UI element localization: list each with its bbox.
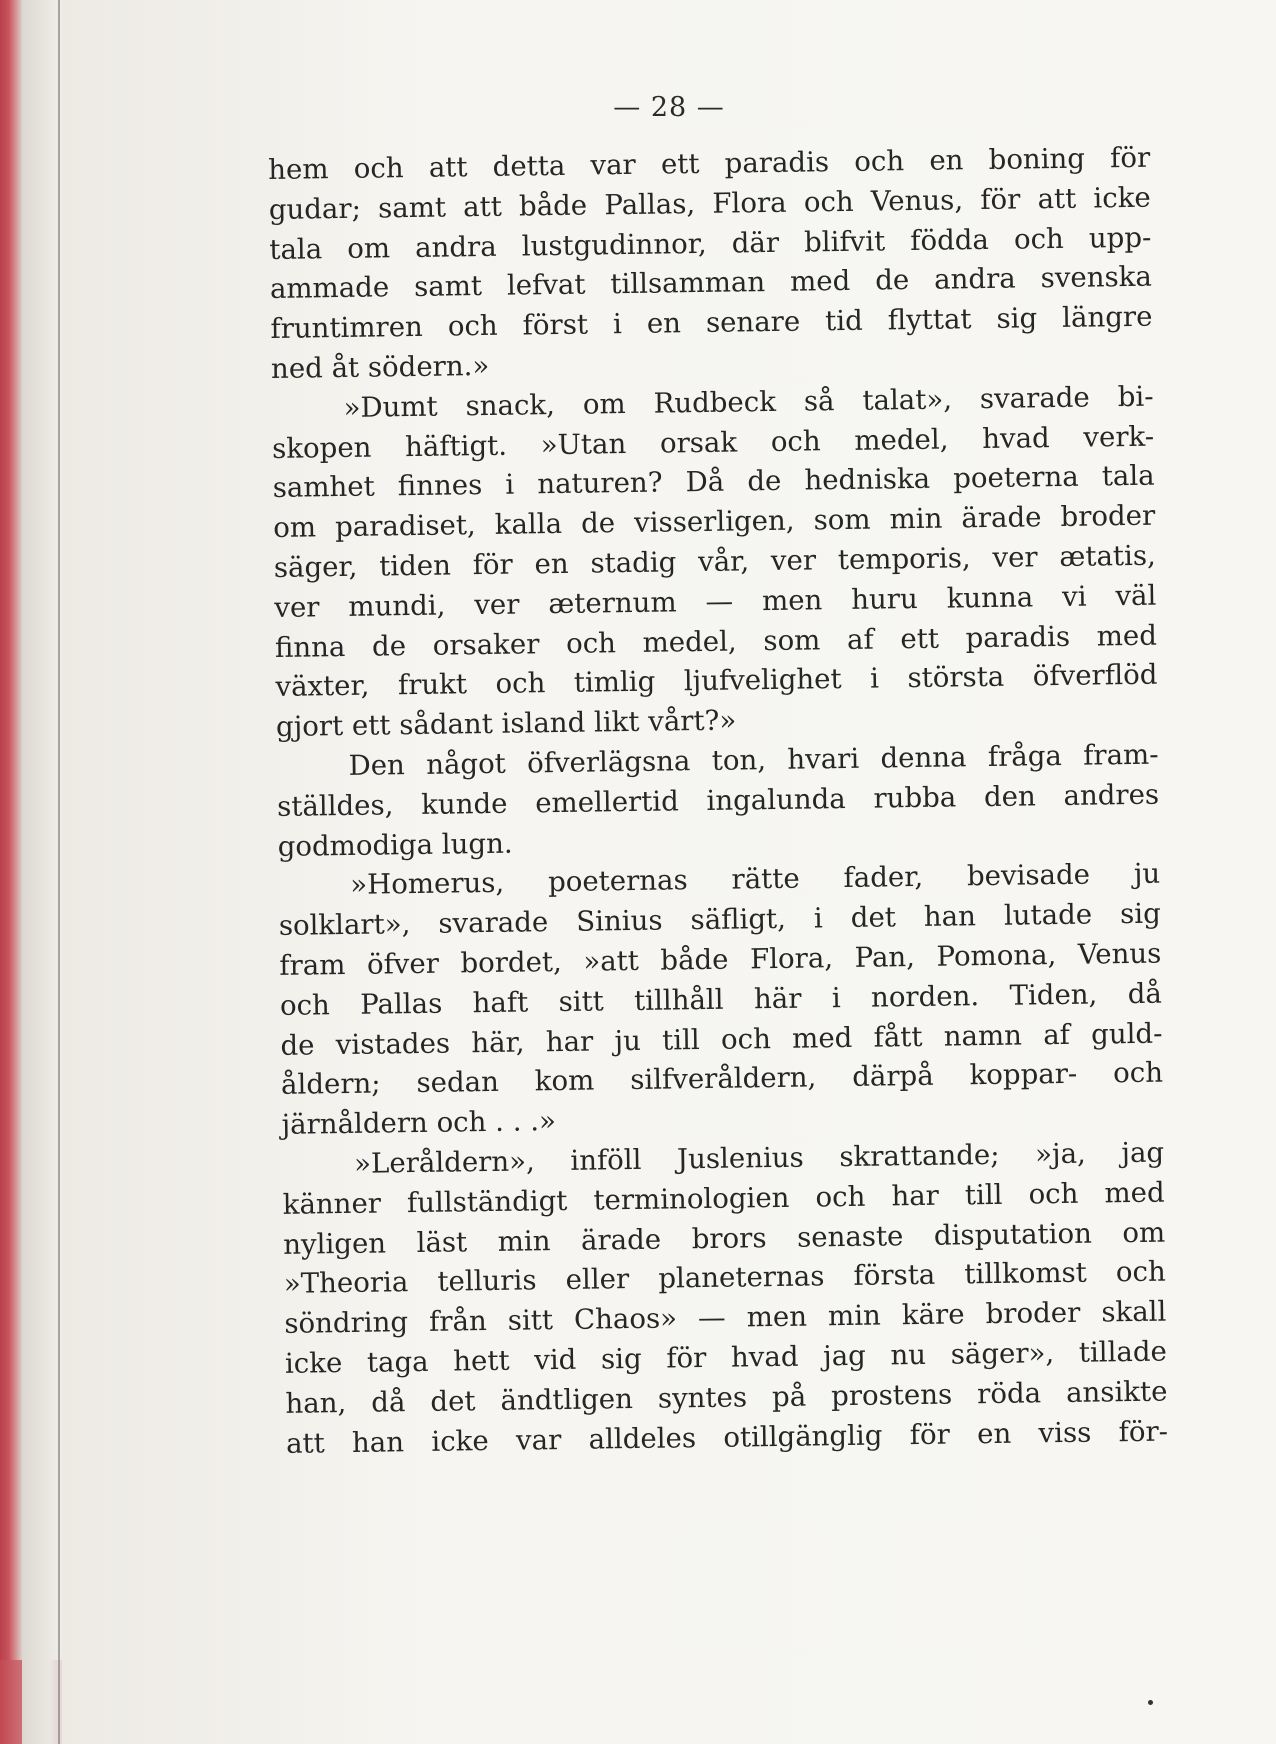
text-line: hem och att detta var ett paradis och en boning för	[268, 140, 1151, 186]
text-line: »Theoria telluris eller planeternas första tillkomst och	[283, 1254, 1166, 1301]
text-line: söndring från sitt Chaos» — men min käre broder skall	[284, 1294, 1167, 1340]
text-line: »Leråldern», inföll Juslenius skrattande; »ja, jag	[353, 1135, 1165, 1180]
text-line: icke taga hett vid sig för hvad jag nu säger», tillade	[284, 1334, 1168, 1380]
text-line: fruntimren och först i en senare tid flyttat sig längre	[270, 299, 1153, 346]
gutter-line	[58, 0, 60, 1744]
text-line: att han icke var alldeles otillgänglig för en viss för-	[285, 1414, 1169, 1460]
text-line: gudar; samt att både Pallas, Flora och Venus, för att icke	[268, 180, 1151, 226]
text-line: och Pallas haft sitt tillhåll här i norden. Tiden, då	[279, 976, 1163, 1022]
text-line: godmodiga lugn.	[277, 826, 513, 863]
text-line: skopen häftigt. »Utan orsak och medel, hvad verk-	[271, 419, 1155, 465]
body-text	[268, 138, 1168, 1463]
text-line: ställdes, kunde emellertid ingalunda rubba den andres	[276, 777, 1160, 823]
page	[62, 0, 1276, 1744]
text-line: ned åt södern.»	[270, 348, 490, 385]
text-line: solklart», svarade Sinius säfligt, i det han lutade sig	[278, 896, 1161, 943]
text-line: »Homerus, poeternas rätte fader, bevisade ju	[350, 856, 1161, 902]
text-line: samhet finnes i naturen? Då de hedniska poeterna tala	[272, 459, 1155, 505]
text-line: tala om andra lustgudinnor, där blifvit födda och upp-	[269, 220, 1152, 266]
text-line: Den något öfverlägsna ton, hvari denna fråga fram-	[348, 737, 1159, 782]
text-line: finna de orsaker och medel, som af ett paradis med	[274, 618, 1158, 664]
ink-speck	[1148, 1700, 1153, 1705]
text-line: gjort ett sådant island likt vårt?»	[275, 703, 737, 744]
text-line: ver mundi, ver æternum — men huru kunna vi väl	[274, 578, 1157, 624]
book-binding-edge	[0, 0, 22, 1744]
text-line: fram öfver bordet, »att både Flora, Pan, Pomona, Venus	[279, 936, 1162, 982]
text-line: »Dumt snack, om Rudbeck så talat», svarade bi-	[343, 379, 1154, 424]
page-number: — 28 —	[613, 92, 725, 123]
text-line: växter, frukt och timlig ljufvelighet i största öfverflöd	[275, 657, 1158, 704]
text-line: järnåldern och . . .»	[281, 1104, 557, 1142]
text-line: känner fullständigt terminologien och har till och med	[282, 1175, 1165, 1221]
text-line: åldern; sedan kom silfveråldern, därpå koppar- och	[280, 1055, 1164, 1102]
text-line: ammade samt lefvat tillsamman med de andra svenska	[269, 260, 1153, 306]
text-line: säger, tiden för en stadig vår, ver temporis, ver ætatis,	[273, 538, 1156, 584]
text-line: de vistades här, har ju till och med fått namn af guld-	[280, 1016, 1163, 1062]
text-line: om paradiset, kalla de visserligen, som min ärade broder	[273, 498, 1156, 545]
text-line: han, då det ändtligen syntes på prostens röda ansikte	[285, 1374, 1168, 1420]
text-line: nyligen läst min ärade brors senaste disputation om	[283, 1215, 1166, 1261]
